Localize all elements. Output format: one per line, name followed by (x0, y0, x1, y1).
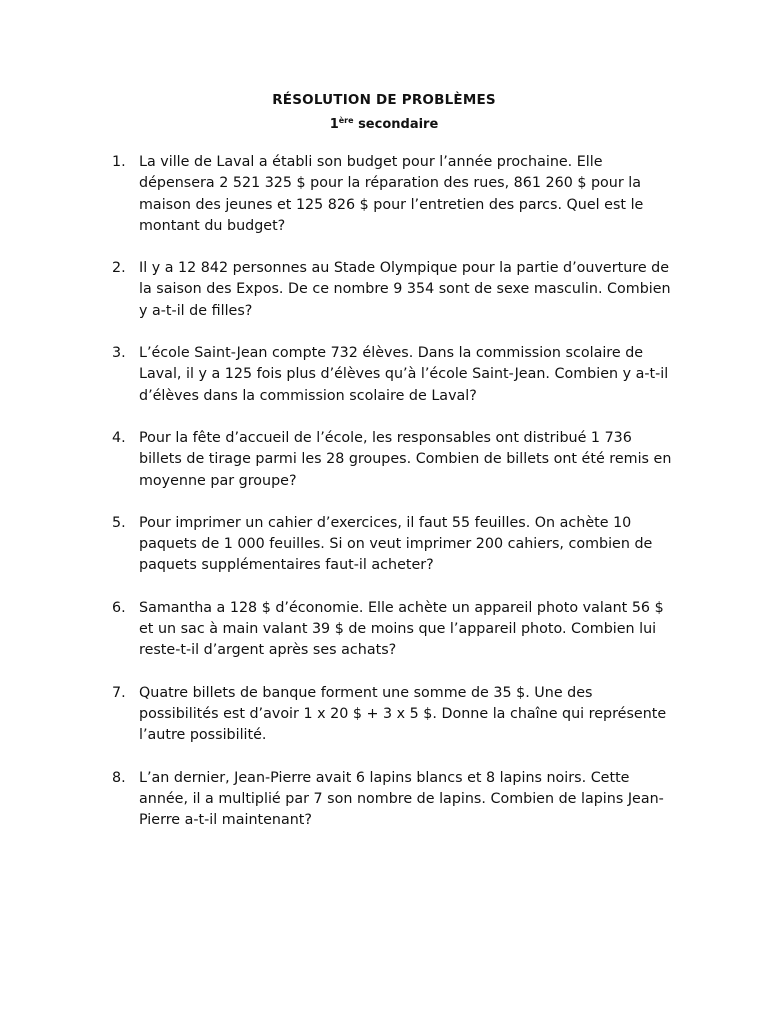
problem-text: Quatre billets de banque forment une somme de 35 $. Une des possibilités est d’avoir 1 x 20 $ + 3 x 5 $. Donne la chaîne qui représente l’autre possibilité. (139, 684, 667, 744)
subtitle-grade-ordinal: ère (338, 116, 354, 125)
problem-text: L’école Saint-Jean compte 732 élèves. Dans la commission scolaire de Laval, il y a 125 fois plus d’élèves qu’à l’école Saint-Jean. Combien y a-t-il d’élèves dans la commission scolaire de Laval? (139, 345, 669, 404)
subtitle-grade-number: 1 (329, 117, 339, 132)
problem-item (112, 598, 672, 662)
problem-number: 4. (112, 429, 126, 446)
problem-item (112, 683, 672, 747)
problem-number: 5. (112, 514, 126, 531)
problem-number: 1. (112, 154, 126, 170)
subtitle-level: secondaire (353, 117, 439, 132)
document-subtitle (0, 116, 768, 132)
problem-number: 3. (112, 345, 126, 362)
problem-item (112, 428, 672, 492)
problem-item (112, 343, 672, 407)
problem-item (112, 513, 672, 577)
problem-text: Samantha a 128 $ d’économie. Elle achète un appareil photo valant 56 $ et un sac à main valant 39 $ de moins que l’appareil photo. Combien lui reste-t-il d’argent après ses achats? (139, 599, 664, 659)
problem-number: 6. (112, 599, 126, 616)
problem-text: Pour la fête d’accueil de l’école, les responsables ont distribué 1 736 billets de tirage parmi les 28 groupes. Combien de billets ont été remis en moyenne par groupe? (139, 429, 672, 489)
problem-item (112, 258, 672, 322)
problem-text: La ville de Laval a établi son budget pour l’année prochaine. Elle dépensera 2 521 325 $ pour la réparation des rues, 861 260 $ pour la maison des jeunes et 125 826 $ pour l’entretien des parcs. Quel est le montant du budget? (139, 154, 644, 234)
document-title: RÉSOLUTION DE PROBLÈMES (272, 92, 496, 108)
problem-list (112, 152, 672, 852)
problem-text: Pour imprimer un cahier d’exercices, il faut 55 feuilles. On achète 10 paquets de 1 000 feuilles. Si on veut imprimer 200 cahiers, combien de paquets supplémentaires faut-il acheter? (139, 514, 653, 574)
problem-number: 8. (112, 769, 126, 786)
problem-number: 2. (112, 260, 126, 277)
problem-item (112, 768, 672, 832)
problem-text: Il y a 12 842 personnes au Stade Olympique pour la partie d’ouverture de la saison des Expos. De ce nombre 9 354 sont de sexe masculin. Combien y a-t-il de filles? (139, 260, 671, 319)
problem-item (112, 152, 672, 237)
problem-number: 7. (112, 684, 126, 701)
problem-text: L’an dernier, Jean-Pierre avait 6 lapins blancs et 8 lapins noirs. Cette année, il a multiplié par 7 son nombre de lapins. Combien de lapins Jean-Pierre a-t-il maintenant? (139, 769, 664, 829)
